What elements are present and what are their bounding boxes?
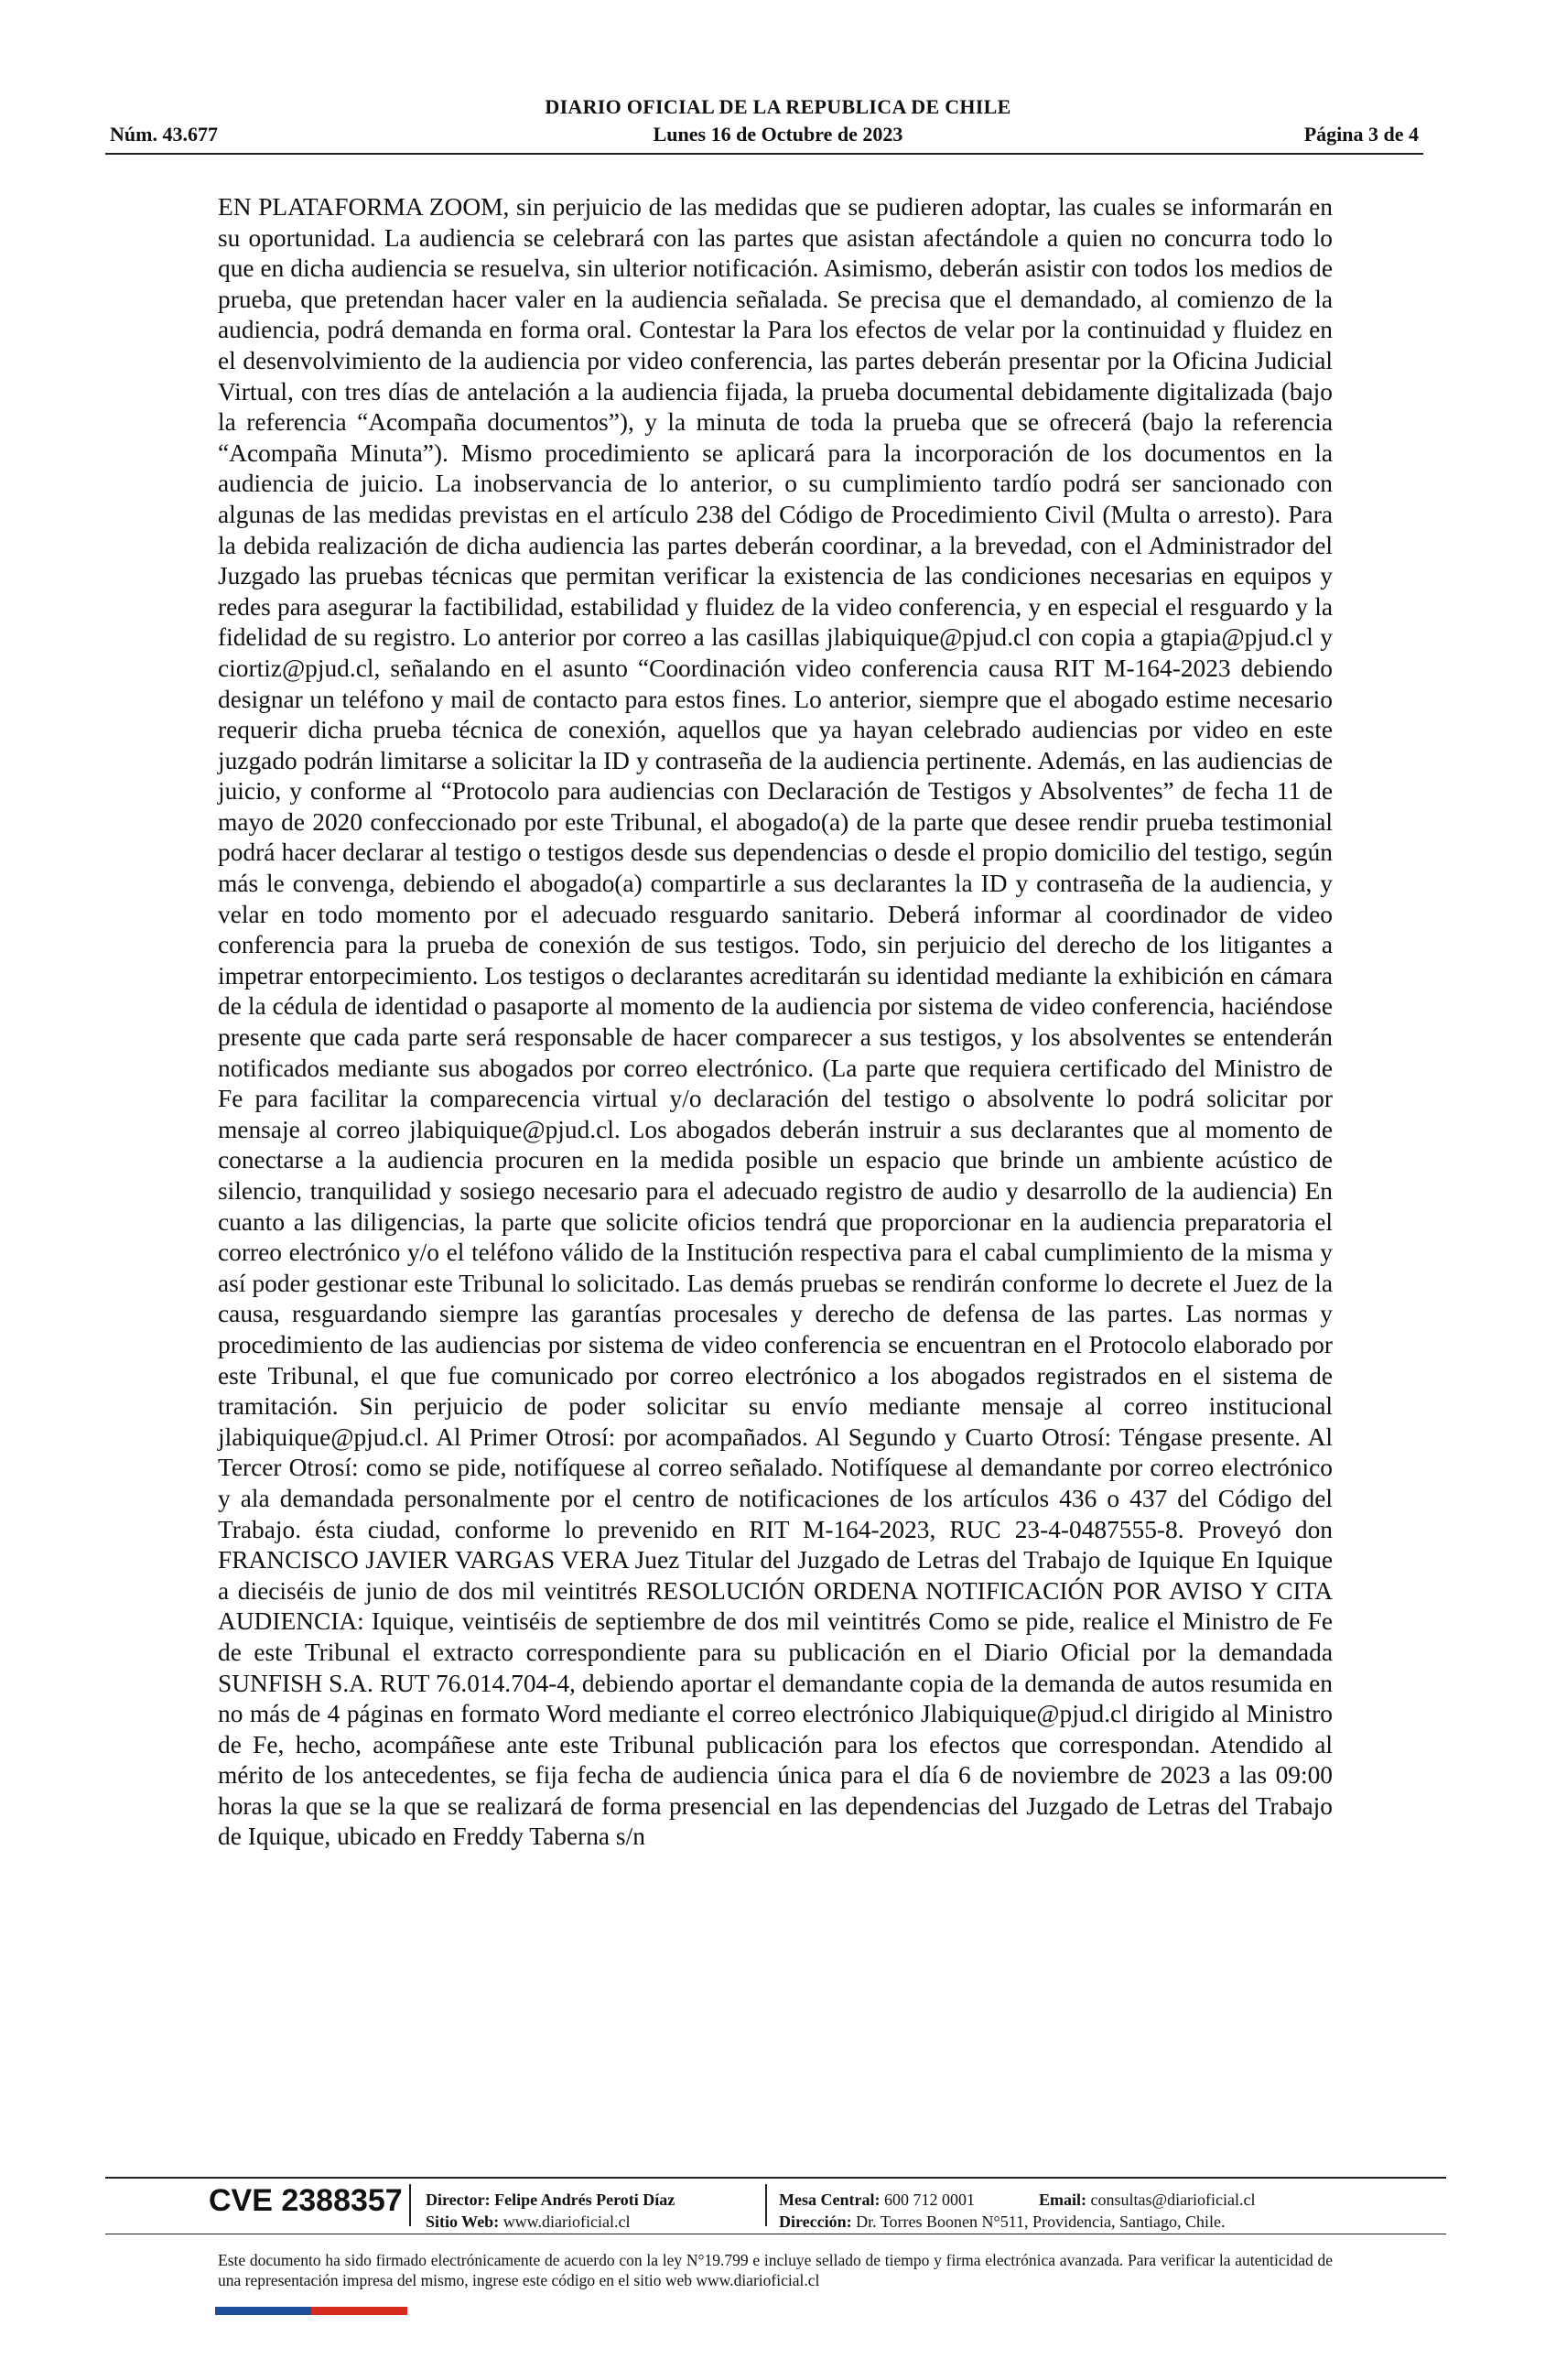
signature-notice: Este documento ha sido firmado electrónicamente de acuerdo con la ley N°19.799 e incluye sellado de tiempo y firma electrónica avanzada. Para verificar la autenticidad de una representación impresa del mismo, ingrese este código en el sitio web www.diarioficial.cl	[218, 2251, 1333, 2289]
footer-email-block	[1039, 2189, 1256, 2211]
header-rule	[105, 153, 1423, 155]
director-name: Felipe Andrés Peroti Díaz	[494, 2191, 675, 2209]
page-number: Página 3 de 4	[1303, 123, 1419, 146]
gazette-title: DIARIO OFICIAL DE LA REPUBLICA DE CHILE	[545, 95, 1011, 118]
footer-director-block	[426, 2189, 675, 2233]
site-label: Sitio Web:	[426, 2212, 500, 2231]
email-link[interactable]: consultas@diarioficial.cl	[1090, 2191, 1256, 2209]
issue-number: Núm. 43.677	[110, 123, 218, 146]
mesa-phone: 600 712 0001	[883, 2191, 975, 2209]
footer-rule-top	[105, 2177, 1446, 2179]
site-link[interactable]: www.diarioficial.cl	[502, 2212, 631, 2231]
chile-flag-stripe	[215, 2307, 407, 2315]
director-label: Director:	[426, 2191, 491, 2209]
cve-code: CVE 2388357	[209, 2183, 403, 2218]
flag-red-segment	[311, 2307, 407, 2315]
footer-divider	[409, 2184, 411, 2226]
email-label: Email:	[1039, 2191, 1086, 2209]
body-paragraph: EN PLATAFORMA ZOOM, sin perjuicio de las medidas que se pudieren adoptar, las cuales se informarán en su oportunidad. La audiencia se celebrará con las partes que asistan afectándole a quien no concurra todo lo que en dicha audiencia se resuelva, sin ulterior notificación. Asimismo, deberán asistir con todos los medios de prueba, que pretendan hacer valer en la audiencia señalada. Se precisa que el demandado, al comienzo de la audiencia, podrá demanda en forma oral. Contestar la Para los efectos de velar por la continuidad y fluidez en el desenvolvimiento de la audiencia por video conferencia, las partes deberán presentar por la Oficina Judicial Virtual, con tres días de antelación a la audiencia fijada, la prueba documental debidamente digitalizada (bajo la referencia “Acompaña documentos”), y la minuta de toda la prueba que se ofrecerá (bajo la referencia “Acompaña Minuta”). Mismo procedimiento se aplicará para la incorporación de los documentos en la audiencia de juicio. La inobservancia de lo anterior, o su cumplimiento tardío podrá ser sancionado con algunas de las medidas previstas en el artículo 238 del Código de Procedimiento Civil (Multa o arresto). Para la debida realización de dicha audiencia las partes deberán coordinar, a la brevedad, con el Administrador del Juzgado las pruebas técnicas que permitan verificar la existencia de las condiciones necesarias en equipos y redes para asegurar la factibilidad, estabilidad y fluidez de la video conferencia, y en especial el resguardo y la fidelidad de su registro. Lo anterior por correo a las casillas jlabiquique@pjud.cl con copia a gtapia@pjud.cl y ciortiz@pjud.cl, señalando en el asunto “Coordinación video conferencia causa RIT M-164-2023 debiendo designar un teléfono y mail de contacto para estos fines. Lo anterior, siempre que el abogado estime necesario requerir dicha prueba técnica de conexión, aquellos que ya hayan celebrado audiencias por video en este juzgado podrán limitarse a solicitar la ID y contraseña de la audiencia pertinente. Además, en las audiencias de juicio, y conforme al “Protocolo para audiencias con Declaración de Testigos y Absolventes” de fecha 11 de mayo de 2020 confeccionado por este Tribunal, el abogado(a) de la parte que desee rendir prueba testimonial podrá hacer declarar al testigo o testigos desde sus dependencias o desde el propio domicilio del testigo, según más le convenga, debiendo el abogado(a) compartirle a sus declarantes la ID y contraseña de la audiencia, y velar en todo momento por el adecuado resguardo sanitario. Deberá informar al coordinador de video conferencia para la prueba de conexión de sus testigos. Todo, sin perjuicio del derecho de los litigantes a impetrar entorpecimiento. Los testigos o declarantes acreditarán su identidad mediante la exhibición en cámara de la cédula de identidad o pasaporte al momento de la audiencia por sistema de video conferencia, haciéndose presente que cada parte será responsable de hacer comparecer a sus testigos, y los absolventes se entenderán notificados mediante sus abogados por correo electrónico. (La parte que requiera certificado del Ministro de Fe para facilitar la comparecencia virtual y/o declaración del testigo o absolvente lo podrá solicitar por mensaje al correo jlabiquique@pjud.cl. Los abogados deberán instruir a sus declarantes que al momento de conectarse a la audiencia procuren en la medida posible un espacio que brinde un ambiente acústico de silencio, tranquilidad y sosiego necesario para el adecuado registro de audio y desarrollo de la audiencia) En cuanto a las diligencias, la parte que solicite oficios tendrá que proporcionar en la audiencia preparatoria el correo electrónico y/o el teléfono válido de la Institución respectiva para el cabal cumplimiento de la misma y así poder gestionar este Tribunal lo solicitado. Las demás pruebas se rendirán conforme lo decrete el Juez de la causa, resguardando siempre las garantías procesales y derecho de defensa de las partes. Las normas y procedimiento de las audiencias por sistema de video conferencia se encuentran en el Protocolo elaborado por este Tribunal, el que fue comunicado por correo electrónico a los abogados registrados en el sistema de tramitación. Sin perjuicio de poder solicitar su envío mediante mensaje al correo institucional jlabiquique@pjud.cl. Al Primer Otrosí: por acompañados. Al Segundo y Cuarto Otrosí: Téngase presente. Al Tercer Otrosí: como se pide, notifíquese al correo señalado. Notifíquese al demandante por correo electrónico y ala demandada personalmente por el centro de notificaciones de los artículos 436 o 437 del Código del Trabajo. ésta ciudad, conforme lo prevenido en RIT M-164-2023, RUC 23-4-0487555-8. Proveyó don FRANCISCO JAVIER VARGAS VERA Juez Titular del Juzgado de Letras del Trabajo de Iquique En Iquique a dieciséis de junio de dos mil veintitrés RESOLUCIÓN ORDENA NOTIFICACIÓN POR AVISO Y CITA AUDIENCIA: Iquique, veintiséis de septiembre de dos mil veintitrés Como se pide, realice el Ministro de Fe de este Tribunal el extracto correspondiente para su publicación en el Diario Oficial por la demandada SUNFISH S.A. RUT 76.014.704-4, debiendo aportar el demandante copia de la demanda de autos resumida en no más de 4 páginas en formato Word mediante el correo electrónico Jlabiquique@pjud.cl dirigido al Ministro de Fe, hecho, acompáñese ante este Tribunal publicación para los efectos que correspondan. Atendido al mérito de los antecedentes, se fija fecha de audiencia única para el día 6 de noviembre de 2023 a las 09:00 horas la que se la que se realizará de forma presencial en las dependencias del Juzgado de Letras del Trabajo de Iquique, ubicado en Freddy Taberna s/n	[218, 193, 1333, 1851]
mesa-label: Mesa Central:	[779, 2191, 881, 2209]
footer-divider	[765, 2184, 767, 2226]
address-value: Dr. Torres Boonen N°511, Providencia, Santiago, Chile.	[856, 2212, 1226, 2231]
address-label: Dirección:	[779, 2212, 852, 2231]
footer-site-line	[426, 2211, 675, 2233]
issue-date: Lunes 16 de Octubre de 2023	[653, 123, 903, 146]
flag-blue-segment	[215, 2307, 311, 2315]
footer-address-line	[779, 2211, 1226, 2233]
footer-director-line	[426, 2189, 675, 2211]
